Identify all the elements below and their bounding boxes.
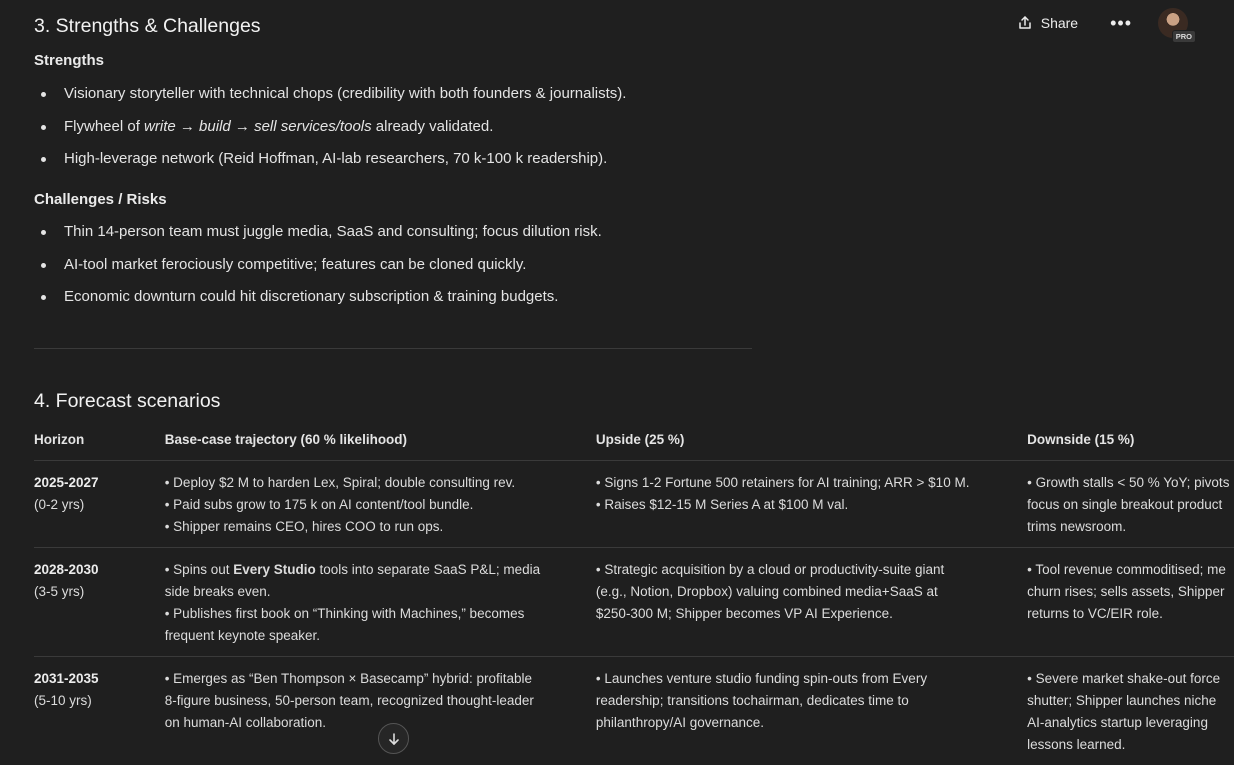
list-item: High-leverage network (Reid Hoffman, AI-lab researchers, 70 k-100 k readership). [34,149,626,182]
downside-cell: • Growth stalls < 50 % YoY; pivots focus on single breakout product trims newsroom. [1027,461,1234,548]
forecast-table [34,428,1234,765]
list-item: AI-tool market ferociously competitive; features can be cloned quickly. [34,255,602,288]
more-options-button[interactable]: ••• [1104,14,1138,32]
avatar[interactable] [1158,8,1188,38]
list-item: Thin 14-person team must juggle media, SaaS and consulting; focus dilution risk. [34,222,602,255]
horizon-cell: 2028-2030 (3-5 yrs) [34,548,165,657]
challenges-heading: Challenges / Risks [34,191,167,208]
header-horizon: Horizon [34,428,165,461]
share-label: Share [1041,15,1078,31]
base-case-cell: • Spins out Every Studio tools into separate SaaS P&L; media side breaks even. • Publishes first book on “Thinking with Machines,” becomes frequent keynote speaker. [165,548,596,657]
horizon-cell: 2031-2035 (5-10 yrs) [34,657,165,765]
horizon-cell: 2025-2027 (0-2 yrs) [34,461,165,548]
table-row [34,548,1234,657]
top-bar [1011,8,1188,38]
strengths-list [34,84,626,182]
upside-cell: • Signs 1-2 Fortune 500 retainers for AI training; ARR > $10 M. • Raises $12-15 M Series A at $100 M val. [596,461,1027,548]
table-row [34,657,1234,765]
header-downside: Downside (15 %) [1027,428,1234,461]
share-button[interactable] [1011,11,1084,35]
downside-cell: • Tool revenue commoditised; me churn rises; sells assets, Shipper returns to VC/EIR role. [1027,548,1234,657]
scroll-down-button[interactable] [378,723,409,754]
share-icon [1017,15,1033,31]
pro-badge: PRO [1172,30,1196,43]
base-case-cell: • Deploy $2 M to harden Lex, Spiral; double consulting rev. • Paid subs grow to 175 k on AI content/tool bundle. • Shipper remains CEO, hires COO to run ops. [165,461,596,548]
base-case-cell: • Emerges as “Ben Thompson × Basecamp” hybrid: profitable 8-figure business, 50-person team, recognized thought-leader on human-AI collaboration. [165,657,596,765]
table-row [34,461,1234,548]
section-3-title: 3. Strengths & Challenges [34,15,261,38]
upside-cell: • Launches venture studio funding spin-outs from Every readership; transitions tochairman, dedicates time to philanthropy/AI governance. [596,657,1027,765]
arrow-down-icon [387,732,401,746]
upside-cell: • Strategic acquisition by a cloud or productivity-suite giant (e.g., Notion, Dropbox) valuing combined media+SaaS at $250-300 M; Shipper becomes VP AI Experience. [596,548,1027,657]
list-item: Economic downturn could hit discretionary subscription & training budgets. [34,287,602,320]
section-divider [34,348,752,349]
list-item: Flywheel of write → build → sell services/tools already validated. [34,117,626,150]
header-base-case: Base-case trajectory (60 % likelihood) [165,428,596,461]
header-upside: Upside (25 %) [596,428,1027,461]
table-header-row [34,428,1234,461]
downside-cell: • Severe market shake-out force shutter; Shipper launches niche AI-analytics startup leveraging lessons learned. [1027,657,1234,765]
list-item: Visionary storyteller with technical chops (credibility with both founders & journalists). [34,84,626,117]
section-4-title: 4. Forecast scenarios [34,390,220,413]
challenges-list [34,222,602,320]
strengths-heading: Strengths [34,52,104,69]
